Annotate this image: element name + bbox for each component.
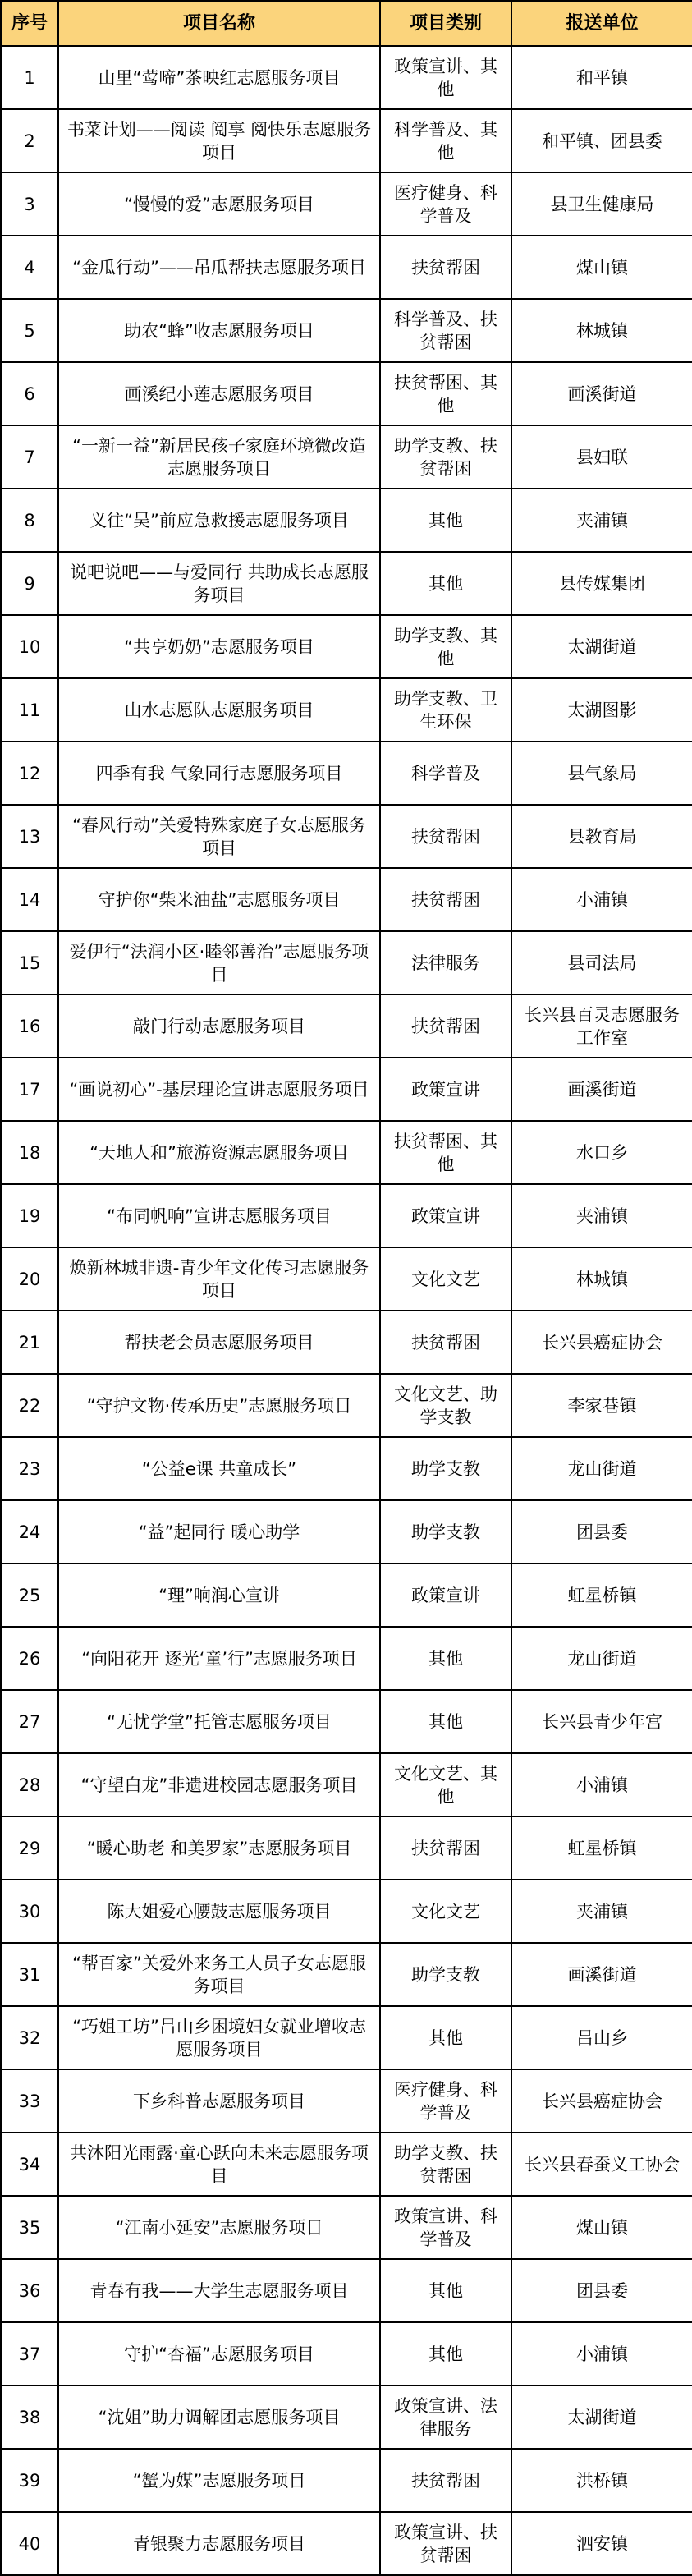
cell-category: 扶贫帮困 xyxy=(380,994,511,1058)
cell-project-name: “慢慢的爱”志愿服务项目 xyxy=(58,172,380,236)
table-row xyxy=(1,1058,692,1121)
table-row xyxy=(1,1121,692,1184)
cell-index: 33 xyxy=(1,2069,58,2133)
cell-project-name: “天地人和”旅游资源志愿服务项目 xyxy=(58,1121,380,1184)
cell-category: 助学支教、其他 xyxy=(380,615,511,678)
cell-unit: 县气象局 xyxy=(511,742,692,805)
cell-index: 6 xyxy=(1,362,58,425)
cell-index: 12 xyxy=(1,742,58,805)
cell-project-name: “布同帆响”宣讲志愿服务项目 xyxy=(58,1184,380,1247)
cell-index: 18 xyxy=(1,1121,58,1184)
table-header xyxy=(1,1,692,46)
cell-project-name: 义往“吴”前应急救援志愿服务项目 xyxy=(58,489,380,552)
cell-category: 助学支教 xyxy=(380,1943,511,2006)
cell-unit: 夹浦镇 xyxy=(511,489,692,552)
cell-project-name: 帮扶老会员志愿服务项目 xyxy=(58,1311,380,1374)
cell-category: 科学普及、扶贫帮困 xyxy=(380,299,511,362)
table-row xyxy=(1,1437,692,1500)
table-row xyxy=(1,994,692,1058)
cell-unit: 画溪街道 xyxy=(511,1943,692,2006)
cell-category: 文化文艺 xyxy=(380,1247,511,1311)
cell-project-name: “向阳花开 逐光‘童’行”志愿服务项目 xyxy=(58,1627,380,1690)
cell-category: 扶贫帮困 xyxy=(380,1311,511,1374)
table-row xyxy=(1,172,692,236)
cell-index: 4 xyxy=(1,236,58,299)
cell-category: 文化文艺、其他 xyxy=(380,1753,511,1816)
cell-unit: 团县委 xyxy=(511,2259,692,2322)
cell-unit: 龙山街道 xyxy=(511,1437,692,1500)
cell-index: 14 xyxy=(1,868,58,931)
cell-project-name: “金瓜行动”——吊瓜帮扶志愿服务项目 xyxy=(58,236,380,299)
cell-project-name: 守护你“柴米油盐”志愿服务项目 xyxy=(58,868,380,931)
cell-project-name: 青春有我——大学生志愿服务项目 xyxy=(58,2259,380,2322)
cell-project-name: “蟹为媒”志愿服务项目 xyxy=(58,2449,380,2512)
cell-unit: 县传媒集团 xyxy=(511,552,692,615)
cell-category: 医疗健身、科学普及 xyxy=(380,172,511,236)
cell-unit: 县卫生健康局 xyxy=(511,172,692,236)
cell-project-name: “守望白龙”非遗进校园志愿服务项目 xyxy=(58,1753,380,1816)
cell-category: 助学支教、扶贫帮困 xyxy=(380,425,511,489)
cell-project-name: 守护“杏福”志愿服务项目 xyxy=(58,2322,380,2385)
cell-unit: 县教育局 xyxy=(511,805,692,868)
cell-unit: 虹星桥镇 xyxy=(511,1816,692,1880)
table-row xyxy=(1,2006,692,2069)
cell-unit: 龙山街道 xyxy=(511,1627,692,1690)
table-row xyxy=(1,1753,692,1816)
table-row xyxy=(1,2385,692,2449)
cell-category: 科学普及、其他 xyxy=(380,109,511,172)
cell-index: 35 xyxy=(1,2196,58,2259)
cell-unit: 李家巷镇 xyxy=(511,1374,692,1437)
cell-index: 39 xyxy=(1,2449,58,2512)
cell-category: 文化文艺 xyxy=(380,1880,511,1943)
cell-project-name: 四季有我 气象同行志愿服务项目 xyxy=(58,742,380,805)
cell-unit: 吕山乡 xyxy=(511,2006,692,2069)
cell-project-name: “巧姐工坊”吕山乡困境妇女就业增收志愿服务项目 xyxy=(58,2006,380,2069)
cell-category: 其他 xyxy=(380,1627,511,1690)
cell-category: 科学普及 xyxy=(380,742,511,805)
cell-project-name: “春风行动”关爱特殊家庭子女志愿服务项目 xyxy=(58,805,380,868)
cell-index: 8 xyxy=(1,489,58,552)
table-row xyxy=(1,615,692,678)
table-row xyxy=(1,1311,692,1374)
table-row xyxy=(1,109,692,172)
cell-category: 政策宣讲 xyxy=(380,1058,511,1121)
table-row xyxy=(1,805,692,868)
cell-index: 16 xyxy=(1,994,58,1058)
cell-index: 23 xyxy=(1,1437,58,1500)
table-row xyxy=(1,46,692,109)
cell-index: 31 xyxy=(1,1943,58,2006)
cell-index: 20 xyxy=(1,1247,58,1311)
table-row xyxy=(1,2133,692,2196)
cell-category: 助学支教 xyxy=(380,1500,511,1564)
cell-category: 政策宣讲、法律服务 xyxy=(380,2385,511,2449)
cell-project-name: 山里“莺啼”茶映红志愿服务项目 xyxy=(58,46,380,109)
table-row xyxy=(1,1564,692,1627)
cell-index: 24 xyxy=(1,1500,58,1564)
cell-unit: 水口乡 xyxy=(511,1121,692,1184)
table-row xyxy=(1,1500,692,1564)
cell-project-name: “沈姐”助力调解团志愿服务项目 xyxy=(58,2385,380,2449)
cell-project-name: “无忧学堂”托管志愿服务项目 xyxy=(58,1690,380,1753)
table-row xyxy=(1,678,692,742)
table-row xyxy=(1,742,692,805)
cell-unit: 长兴县青少年宫 xyxy=(511,1690,692,1753)
table-row xyxy=(1,489,692,552)
cell-index: 15 xyxy=(1,931,58,994)
cell-project-name: “理”响润心宣讲 xyxy=(58,1564,380,1627)
cell-category: 政策宣讲、扶贫帮困 xyxy=(380,2512,511,2575)
cell-unit: 小浦镇 xyxy=(511,868,692,931)
cell-unit: 长兴县春蚕义工协会 xyxy=(511,2133,692,2196)
cell-category: 政策宣讲 xyxy=(380,1184,511,1247)
cell-index: 36 xyxy=(1,2259,58,2322)
header-index: 序号 xyxy=(1,1,58,46)
cell-unit: 煤山镇 xyxy=(511,236,692,299)
cell-category: 文化文艺、助学支教 xyxy=(380,1374,511,1437)
cell-index: 38 xyxy=(1,2385,58,2449)
header-unit: 报送单位 xyxy=(511,1,692,46)
cell-category: 其他 xyxy=(380,2259,511,2322)
table-row xyxy=(1,1816,692,1880)
cell-project-name: 青银聚力志愿服务项目 xyxy=(58,2512,380,2575)
cell-unit: 夹浦镇 xyxy=(511,1184,692,1247)
cell-project-name: 焕新林城非遗-青少年文化传习志愿服务项目 xyxy=(58,1247,380,1311)
cell-project-name: “画说初心”-基层理论宣讲志愿服务项目 xyxy=(58,1058,380,1121)
cell-unit: 虹星桥镇 xyxy=(511,1564,692,1627)
table-row xyxy=(1,2512,692,2575)
cell-category: 其他 xyxy=(380,2006,511,2069)
cell-project-name: “共享奶奶”志愿服务项目 xyxy=(58,615,380,678)
cell-project-name: “帮百家”关爱外来务工人员子女志愿服务项目 xyxy=(58,1943,380,2006)
table-row xyxy=(1,2196,692,2259)
cell-unit: 长兴县癌症协会 xyxy=(511,2069,692,2133)
cell-index: 1 xyxy=(1,46,58,109)
header-row xyxy=(1,1,692,46)
cell-project-name: 共沐阳光雨露·童心跃向未来志愿服务项目 xyxy=(58,2133,380,2196)
cell-index: 9 xyxy=(1,552,58,615)
table-row xyxy=(1,1690,692,1753)
cell-category: 扶贫帮困 xyxy=(380,1816,511,1880)
cell-project-name: “守护文物·传承历史”志愿服务项目 xyxy=(58,1374,380,1437)
cell-index: 26 xyxy=(1,1627,58,1690)
cell-index: 2 xyxy=(1,109,58,172)
cell-unit: 长兴县百灵志愿服务工作室 xyxy=(511,994,692,1058)
cell-category: 扶贫帮困 xyxy=(380,805,511,868)
cell-category: 扶贫帮困、其他 xyxy=(380,362,511,425)
table-row xyxy=(1,425,692,489)
cell-project-name: 下乡科普志愿服务项目 xyxy=(58,2069,380,2133)
cell-unit: 太湖图影 xyxy=(511,678,692,742)
cell-unit: 县妇联 xyxy=(511,425,692,489)
cell-unit: 县司法局 xyxy=(511,931,692,994)
cell-unit: 小浦镇 xyxy=(511,2322,692,2385)
cell-category: 助学支教、扶贫帮困 xyxy=(380,2133,511,2196)
table-body xyxy=(1,46,692,2575)
cell-unit: 团县委 xyxy=(511,1500,692,1564)
cell-category: 助学支教、卫生环保 xyxy=(380,678,511,742)
cell-category: 其他 xyxy=(380,1690,511,1753)
table-row xyxy=(1,1247,692,1311)
cell-category: 其他 xyxy=(380,489,511,552)
table-row xyxy=(1,1880,692,1943)
cell-unit: 太湖街道 xyxy=(511,615,692,678)
cell-project-name: 书菜计划——阅读 阅享 阅快乐志愿服务项目 xyxy=(58,109,380,172)
cell-unit: 太湖街道 xyxy=(511,2385,692,2449)
cell-project-name: 助农“蜂”收志愿服务项目 xyxy=(58,299,380,362)
cell-index: 30 xyxy=(1,1880,58,1943)
cell-unit: 画溪街道 xyxy=(511,1058,692,1121)
cell-index: 37 xyxy=(1,2322,58,2385)
table-row xyxy=(1,1184,692,1247)
cell-project-name: 爱伊行“法润小区·睦邻善治”志愿服务项目 xyxy=(58,931,380,994)
cell-index: 27 xyxy=(1,1690,58,1753)
cell-project-name: 画溪纪小莲志愿服务项目 xyxy=(58,362,380,425)
cell-category: 扶贫帮困、其他 xyxy=(380,1121,511,1184)
cell-project-name: 陈大姐爱心腰鼓志愿服务项目 xyxy=(58,1880,380,1943)
cell-category: 医疗健身、科学普及 xyxy=(380,2069,511,2133)
cell-unit: 林城镇 xyxy=(511,1247,692,1311)
table-row xyxy=(1,1943,692,2006)
cell-category: 政策宣讲、其他 xyxy=(380,46,511,109)
cell-category: 其他 xyxy=(380,552,511,615)
cell-unit: 煤山镇 xyxy=(511,2196,692,2259)
header-name: 项目名称 xyxy=(58,1,380,46)
cell-index: 40 xyxy=(1,2512,58,2575)
cell-category: 法律服务 xyxy=(380,931,511,994)
table-row xyxy=(1,2449,692,2512)
cell-index: 13 xyxy=(1,805,58,868)
cell-index: 25 xyxy=(1,1564,58,1627)
cell-index: 28 xyxy=(1,1753,58,1816)
table-row xyxy=(1,299,692,362)
cell-unit: 小浦镇 xyxy=(511,1753,692,1816)
cell-index: 3 xyxy=(1,172,58,236)
cell-index: 21 xyxy=(1,1311,58,1374)
cell-category: 扶贫帮困 xyxy=(380,236,511,299)
cell-project-name: 敲门行动志愿服务项目 xyxy=(58,994,380,1058)
cell-index: 7 xyxy=(1,425,58,489)
cell-unit: 画溪街道 xyxy=(511,362,692,425)
cell-category: 扶贫帮困 xyxy=(380,2449,511,2512)
cell-unit: 林城镇 xyxy=(511,299,692,362)
cell-index: 32 xyxy=(1,2006,58,2069)
cell-category: 政策宣讲、科学普及 xyxy=(380,2196,511,2259)
cell-project-name: 山水志愿队志愿服务项目 xyxy=(58,678,380,742)
table-row xyxy=(1,2069,692,2133)
table-row xyxy=(1,552,692,615)
table-row xyxy=(1,1374,692,1437)
cell-project-name: “公益e课 共童成长” xyxy=(58,1437,380,1500)
cell-index: 29 xyxy=(1,1816,58,1880)
cell-unit: 洪桥镇 xyxy=(511,2449,692,2512)
header-category: 项目类别 xyxy=(380,1,511,46)
table-row xyxy=(1,2259,692,2322)
cell-index: 22 xyxy=(1,1374,58,1437)
cell-unit: 长兴县癌症协会 xyxy=(511,1311,692,1374)
cell-project-name: “一新一益”新居民孩子家庭环境微改造志愿服务项目 xyxy=(58,425,380,489)
table-row xyxy=(1,2322,692,2385)
cell-index: 5 xyxy=(1,299,58,362)
cell-index: 34 xyxy=(1,2133,58,2196)
cell-project-name: “暖心助老 和美罗家”志愿服务项目 xyxy=(58,1816,380,1880)
cell-index: 17 xyxy=(1,1058,58,1121)
cell-index: 11 xyxy=(1,678,58,742)
cell-unit: 和平镇、团县委 xyxy=(511,109,692,172)
cell-index: 19 xyxy=(1,1184,58,1247)
cell-category: 助学支教 xyxy=(380,1437,511,1500)
cell-category: 其他 xyxy=(380,2322,511,2385)
table-row xyxy=(1,1627,692,1690)
cell-index: 10 xyxy=(1,615,58,678)
table-row xyxy=(1,362,692,425)
table-row xyxy=(1,868,692,931)
table-row xyxy=(1,931,692,994)
cell-project-name: “江南小延安”志愿服务项目 xyxy=(58,2196,380,2259)
cell-project-name: 说吧说吧——与爱同行 共助成长志愿服务项目 xyxy=(58,552,380,615)
cell-unit: 泗安镇 xyxy=(511,2512,692,2575)
table-row xyxy=(1,236,692,299)
cell-unit: 和平镇 xyxy=(511,46,692,109)
cell-unit: 夹浦镇 xyxy=(511,1880,692,1943)
cell-category: 政策宣讲 xyxy=(380,1564,511,1627)
cell-category: 扶贫帮困 xyxy=(380,868,511,931)
cell-project-name: “益”起同行 暖心助学 xyxy=(58,1500,380,1564)
